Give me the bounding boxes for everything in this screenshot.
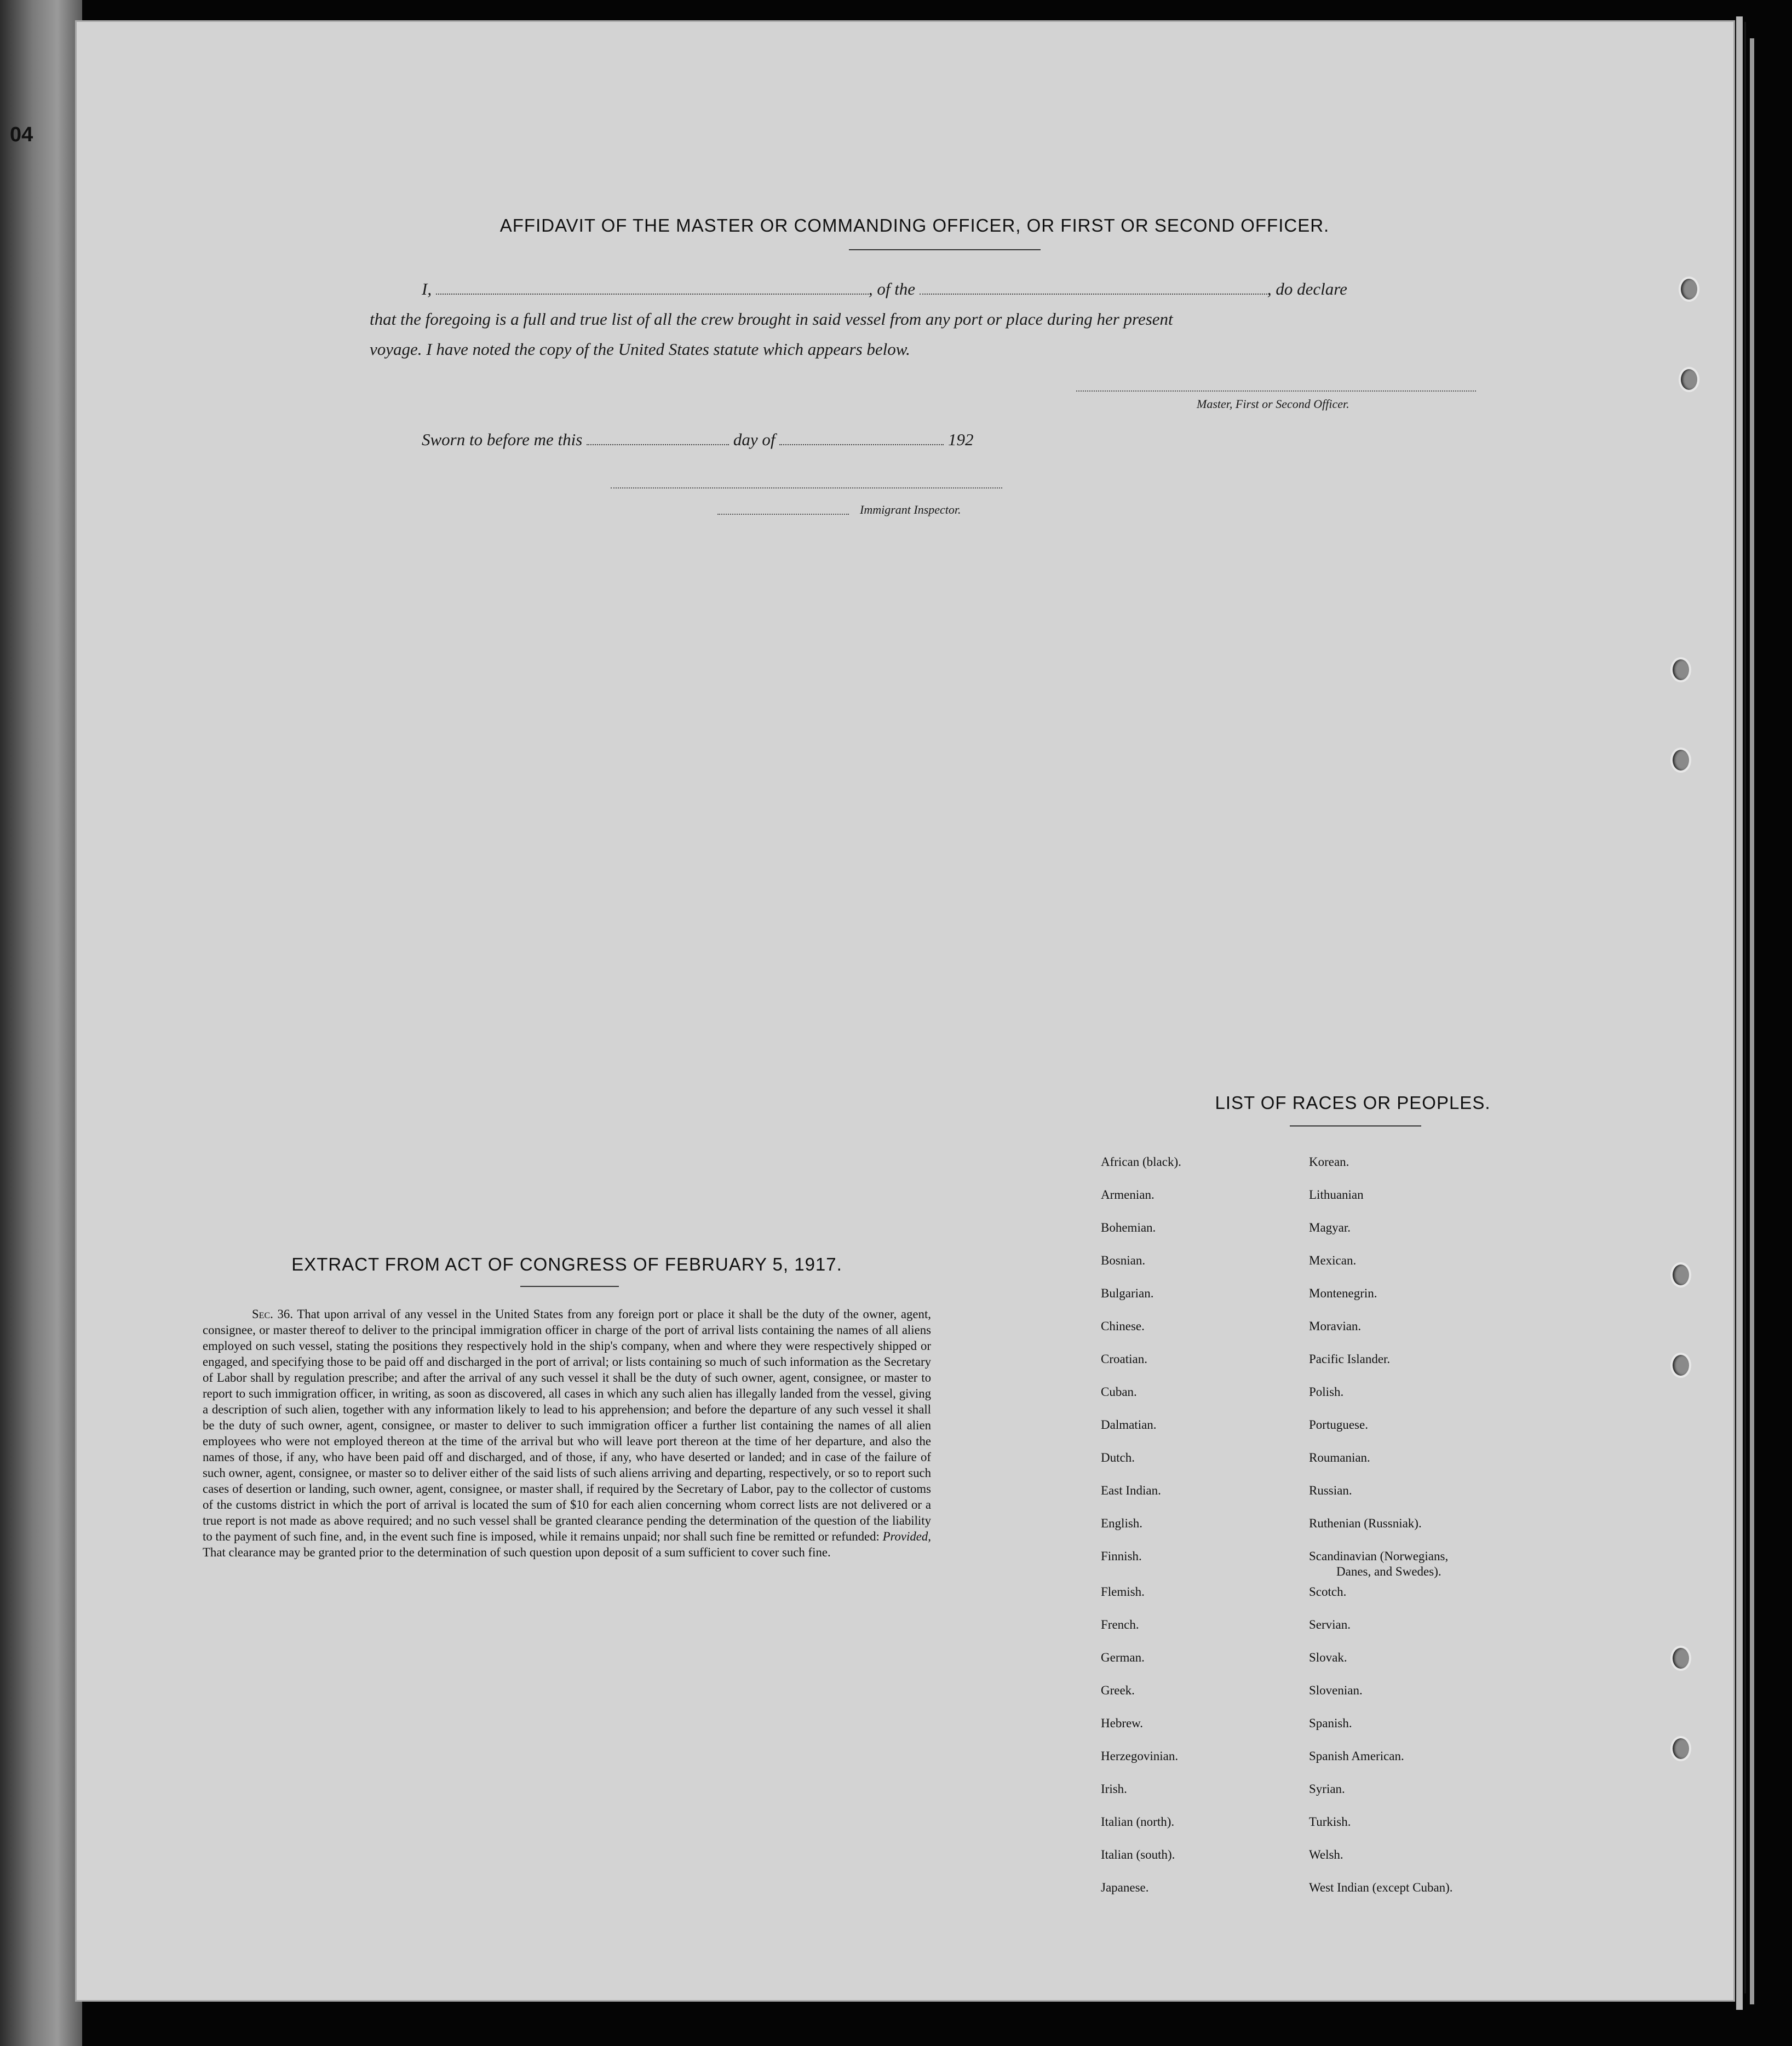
- race-item: Cuban.: [1101, 1385, 1137, 1399]
- race-item: Japanese.: [1101, 1881, 1149, 1894]
- left-binding-strip: [0, 0, 82, 2046]
- race-item: Croatian.: [1101, 1352, 1147, 1366]
- race-item: Turkish.: [1309, 1815, 1351, 1829]
- race-item: Flemish.: [1101, 1585, 1145, 1599]
- day-blank[interactable]: [587, 444, 729, 445]
- race-item: Bosnian.: [1101, 1254, 1146, 1267]
- race-item: Lithuanian: [1309, 1188, 1364, 1202]
- race-item: Finnish.: [1101, 1549, 1142, 1563]
- master-signature-line[interactable]: [1076, 390, 1476, 392]
- page-edge-line: [1744, 22, 1746, 1993]
- race-item: Korean.: [1309, 1155, 1349, 1169]
- race-item: East Indian.: [1101, 1484, 1161, 1497]
- affidavit-line-1: [422, 279, 1528, 299]
- punch-hole: [1670, 748, 1691, 773]
- margin-page-number: 04: [10, 123, 33, 146]
- punch-hole: [1679, 277, 1699, 302]
- race-item: Bulgarian.: [1101, 1286, 1154, 1300]
- race-item: French.: [1101, 1618, 1139, 1631]
- race-item: Irish.: [1101, 1782, 1127, 1796]
- race-item: Italian (north).: [1101, 1815, 1175, 1829]
- race-item: Dalmatian.: [1101, 1418, 1157, 1432]
- manifest-page: [77, 22, 1733, 2000]
- races-right-column: [1309, 1154, 1616, 1913]
- title-rule: [849, 249, 1041, 250]
- name-blank[interactable]: [436, 294, 869, 295]
- extract-text-2: That clearance may be granted prior to the determination of such question upon deposit of a sum sufficient to cover such fine.: [203, 1545, 831, 1559]
- race-item: Welsh.: [1309, 1848, 1343, 1861]
- race-item: African (black).: [1101, 1155, 1181, 1169]
- inspector-signature-line[interactable]: [611, 487, 1002, 488]
- races-title-rule: [1290, 1125, 1421, 1127]
- sworn-year: 192: [947, 430, 974, 449]
- race-item-line: Danes, and Swedes).: [1336, 1565, 1441, 1578]
- punch-hole: [1670, 657, 1691, 682]
- affidavit-title: AFFIDAVIT OF THE MASTER OR COMMANDING OFFICER, OR FIRST OR SECOND OFFICER.: [499, 215, 1330, 235]
- master-caption: Master, First or Second Officer.: [1197, 397, 1349, 411]
- race-item: Scotch.: [1309, 1585, 1347, 1599]
- race-item: Spanish American.: [1309, 1749, 1404, 1763]
- punch-hole: [1670, 1262, 1691, 1288]
- extract-provided: Provided,: [882, 1530, 931, 1543]
- extract-title-rule: [520, 1286, 619, 1287]
- race-item: Herzegovinian.: [1101, 1749, 1179, 1763]
- race-item: Moravian.: [1309, 1319, 1362, 1333]
- section-label: Sec. 36.: [252, 1307, 294, 1321]
- page-edge: [1750, 38, 1754, 2004]
- sworn-line: [422, 430, 1216, 450]
- punch-hole: [1670, 1736, 1691, 1761]
- race-item: Italian (south).: [1101, 1848, 1175, 1861]
- affidavit-line-2: that the foregoing is a full and true list of all the crew brought in said vessel from any port or place during her present: [370, 309, 1173, 329]
- punch-hole: [1670, 1646, 1691, 1671]
- race-item: West Indian (except Cuban).: [1309, 1881, 1453, 1894]
- race-item: Mexican.: [1309, 1254, 1357, 1267]
- race-item: Hebrew.: [1101, 1716, 1144, 1730]
- races-title: LIST OF RACES OR PEOPLES.: [1215, 1093, 1491, 1113]
- race-item: Dutch.: [1101, 1451, 1135, 1464]
- race-item-line: Scandinavian (Norwegians,: [1309, 1549, 1449, 1563]
- month-blank[interactable]: [779, 444, 944, 445]
- affidavit-i: I,: [422, 279, 432, 298]
- affidavit-do-declare: , do declare: [1267, 279, 1347, 298]
- affidavit-line-3: voyage. I have noted the copy of the United States statute which appears below.: [370, 340, 910, 359]
- vessel-blank[interactable]: [920, 294, 1267, 295]
- inspector-caption: Immigrant Inspector.: [860, 503, 961, 516]
- race-item: Pacific Islander.: [1309, 1352, 1391, 1366]
- extract-body: [203, 1306, 931, 1560]
- race-item: Portuguese.: [1309, 1418, 1368, 1432]
- sworn-text: Sworn to before me this: [422, 430, 583, 449]
- extract-text-1: That upon arrival of any vessel in the United States from any foreign port or place it shall be the duty of the owner, agent, consignee, or master thereof to deliver to the principal immigration officer in charge of the port of arrival lists containing the names of all aliens employed on such vessel, stating the positions they respectively hold in the ship's company, when and where they were respectively shipped or engaged, and specifying those to be paid off and discharged in the port of arrival; or lists containing so much of such information as the Secretary of Labor shall by regulation prescribe; and after the arrival of any such vessel it shall be the duty of such owner, agent, consignee, or master to report to such immigration officer, in writing, as soon as discovered, all cases in which any such alien has illegally landed from the vessel, giving a description of such alien, together with any information likely to lead to his apprehension; and before the departure of any such vessel it shall be the duty of such owner, agent, consignee, or master to deliver to such immigration officer a further list containing the names of all alien employees who were not employed thereon at the time of the arrival but who will leave port thereon at the time of her departure, and also the names of those, if any, who have been paid off and discharged, and of those, if any, who have deserted or landed; and in case of the failure of such owner, agent, consignee, or master so to deliver either of the said lists of such aliens arriving and departing, respectively, or so to report such cases of desertion or landing, such owner, agent, consignee, or master shall, if required by the Secretary of Labor, pay to the collector of customs of the customs district in which the port of arrival is located the sum of $10 for each alien concerning whom correct lists are not delivered or a true report is not made as above required; and no such vessel shall be granted clearance pending the determination of the question of the liability to the payment of such fine, and, in the event such fine is imposed, while it remains unpaid; nor shall such fine be remitted or refunded:: [203, 1307, 931, 1543]
- page-edge: [1736, 16, 1743, 2010]
- extract-title: EXTRACT FROM ACT OF CONGRESS OF FEBRUARY 5, 1917.: [291, 1254, 842, 1274]
- race-item: Magyar.: [1309, 1221, 1351, 1234]
- inspector-caption-rule: [717, 514, 849, 515]
- race-item: [1309, 1549, 1616, 1584]
- race-item: Greek.: [1101, 1683, 1135, 1697]
- race-item: Spanish.: [1309, 1716, 1352, 1730]
- race-item: Chinese.: [1101, 1319, 1145, 1333]
- punch-hole: [1679, 367, 1699, 392]
- race-item: Servian.: [1309, 1618, 1351, 1631]
- sworn-day-of: day of: [733, 430, 776, 449]
- race-item: Slovak.: [1309, 1651, 1347, 1664]
- race-item: Bohemian.: [1101, 1221, 1156, 1234]
- race-item: Syrian.: [1309, 1782, 1345, 1796]
- race-item: Polish.: [1309, 1385, 1344, 1399]
- affidavit-of-the: , of the: [868, 279, 916, 298]
- race-item: Russian.: [1309, 1484, 1352, 1497]
- punch-hole: [1670, 1353, 1691, 1378]
- race-item: Roumanian.: [1309, 1451, 1370, 1464]
- race-item: English.: [1101, 1516, 1143, 1530]
- race-item: German.: [1101, 1651, 1145, 1664]
- race-item: Armenian.: [1101, 1188, 1155, 1202]
- race-item: Ruthenian (Russniak).: [1309, 1516, 1422, 1530]
- race-item: Slovenian.: [1309, 1683, 1363, 1697]
- race-item: Montenegrin.: [1309, 1286, 1377, 1300]
